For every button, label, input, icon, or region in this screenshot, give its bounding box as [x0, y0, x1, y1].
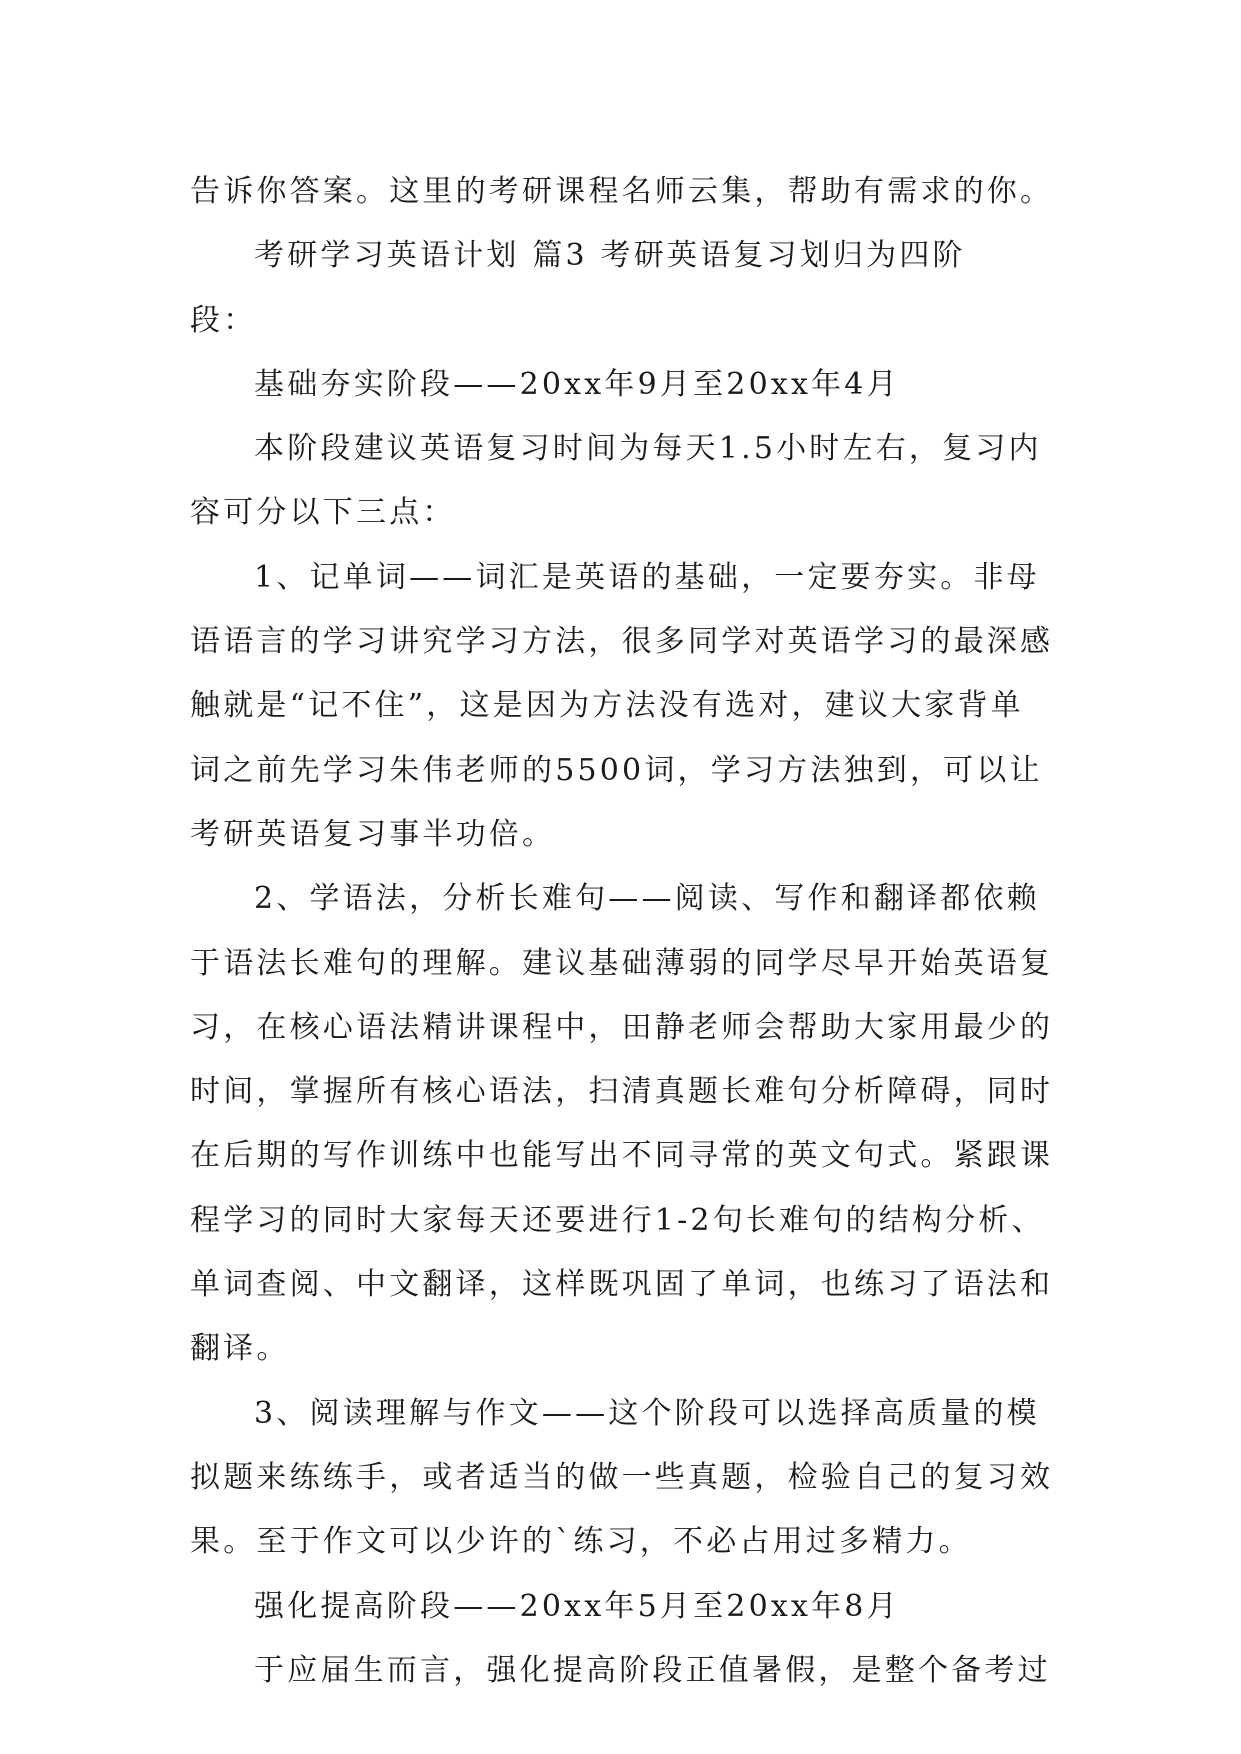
text-line: 段：: [190, 302, 257, 338]
text-line: 程学习的同时大家每天还要进行1-2句长难句的结构分析、: [190, 1202, 1045, 1238]
text-line: 于语法长难句的理解。建议基础薄弱的同学尽早开始英语复: [190, 945, 1054, 981]
text-line: 本阶段建议英语复习时间为每天1.5小时左右，复习内: [254, 431, 1042, 467]
text-line: 果。至于作文可以少许的`练习，不必占用过多精力。: [190, 1524, 972, 1560]
text-line: 1、记单词——词汇是英语的基础，一定要夯实。非母: [254, 559, 1040, 595]
text-line: 拟题来练练手，或者适当的做一些真题，检验自己的复习效: [190, 1459, 1054, 1495]
text-line: 2、学语法，分析长难句——阅读、写作和翻译都依赖: [254, 881, 1040, 917]
text-line: 3、阅读理解与作文——这个阶段可以选择高质量的模: [254, 1395, 1040, 1431]
text-line: 触就是“记不住”，这是因为方法没有选对，建议大家背单: [190, 688, 1024, 724]
text-line: 语语言的学习讲究学习方法，很多同学对英语学习的最深感: [190, 624, 1054, 660]
text-line: 单词查阅、中文翻译，这样既巩固了单词，也练习了语法和: [190, 1267, 1054, 1303]
text-line: 告诉你答案。这里的考研课程名师云集，帮助有需求的你。: [190, 174, 1054, 209]
text-line: 容可分以下三点：: [190, 495, 456, 531]
text-line: 在后期的写作训练中也能写出不同寻常的英文句式。紧跟课: [190, 1138, 1054, 1174]
text-line: 考研学习英语计划 篇3 考研英语复习划归为四阶: [254, 238, 966, 274]
text-line: 于应届生而言，强化提高阶段正值暑假，是整个备考过: [254, 1652, 1051, 1688]
text-line: 习，在核心语法精讲课程中，田静老师会帮助大家用最少的: [190, 1009, 1054, 1045]
text-line: 词之前先学习朱伟老师的5500词，学习方法独到，可以让: [190, 752, 1043, 788]
text-line: 基础夯实阶段——20xx年9月至20xx年4月: [254, 366, 900, 402]
text-line: 时间，掌握所有核心语法，扫清真题长难句分析障碍，同时: [190, 1074, 1054, 1110]
text-line: 翻译。: [190, 1331, 290, 1367]
text-line: 考研英语复习事半功倍。: [190, 816, 556, 852]
text-line: 强化提高阶段——20xx年5月至20xx年8月: [254, 1588, 900, 1624]
document-body: [190, 160, 1070, 1703]
